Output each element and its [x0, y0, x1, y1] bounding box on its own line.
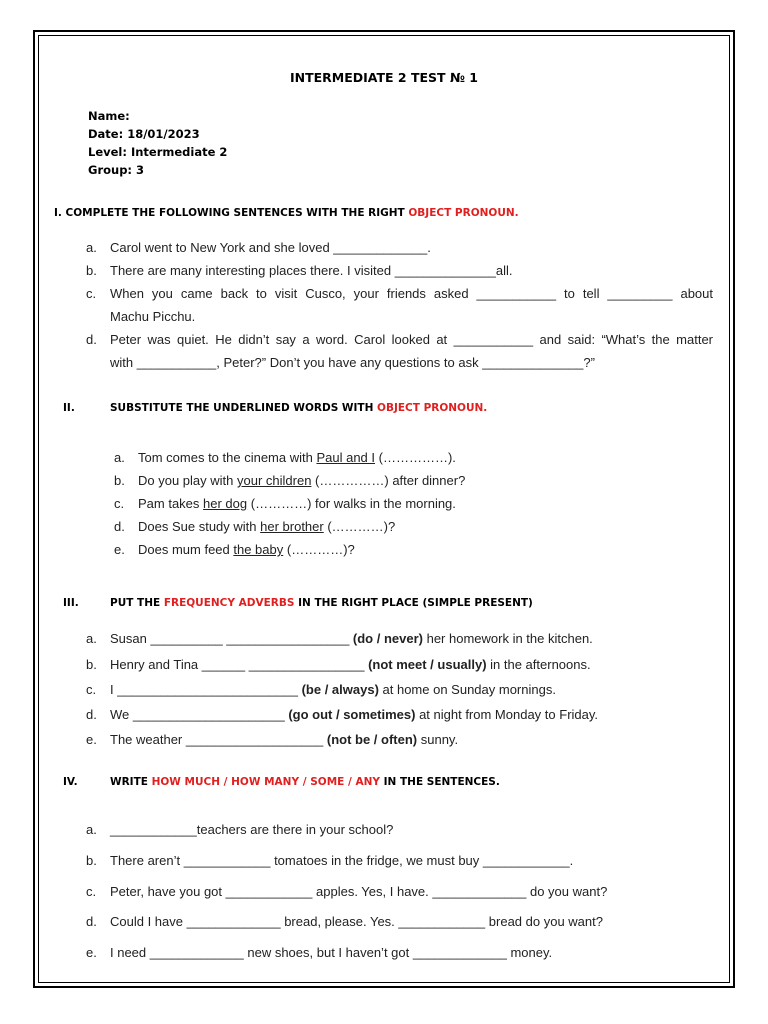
- s3-c-hint: (be / always): [301, 682, 379, 697]
- item-marker: c.: [86, 682, 97, 697]
- s3-d-pre: We _____________________: [110, 707, 289, 722]
- item-marker: a.: [86, 822, 97, 837]
- s2-b-text: Do you play with: [138, 473, 237, 488]
- section-4-heading-post: IN THE SENTENCES.: [379, 776, 500, 788]
- s3-item-a: [110, 631, 593, 646]
- s3-c-pre: I _________________________: [110, 682, 302, 697]
- item-marker: d.: [114, 519, 125, 534]
- s2-a-underlined: Paul and I: [316, 450, 376, 465]
- s3-d-post: at night from Monday to Friday.: [415, 707, 599, 722]
- s3-item-e: [110, 732, 458, 747]
- s3-e-post: sunny.: [417, 732, 459, 747]
- s1-item-c-line1: When you came back to visit Cusco, your friends asked ___________ to tell _________ about: [110, 286, 713, 301]
- s1-item-a: Carol went to New York and she loved _____________.: [110, 240, 431, 255]
- s3-item-b: [110, 657, 591, 672]
- section-4-heading: [110, 776, 500, 788]
- s2-d-text: Does Sue study with: [138, 519, 261, 534]
- item-marker: a.: [86, 240, 97, 255]
- s3-a-pre: Susan __________ _________________: [110, 631, 353, 646]
- name-field: Name:: [88, 109, 130, 123]
- item-marker: c.: [86, 884, 97, 899]
- item-marker: b.: [114, 473, 125, 488]
- s2-b-blank: (……………) after dinner?: [311, 473, 466, 488]
- s3-item-c: [110, 682, 556, 697]
- group-field: Group: 3: [88, 163, 145, 177]
- item-marker: e.: [114, 542, 125, 557]
- item-marker: c.: [86, 286, 97, 301]
- section-3-heading: [110, 597, 533, 609]
- s3-a-hint: (do / never): [352, 631, 423, 646]
- s4-item-b: There aren’t ____________ tomatoes in the fridge, we must buy ____________.: [110, 853, 574, 868]
- section-3-heading-pre: PUT THE: [110, 597, 164, 609]
- section-2-heading-text: SUBSTITUTE THE UNDERLINED WORDS WITH: [110, 402, 378, 414]
- item-marker: b.: [86, 853, 97, 868]
- item-marker: d.: [86, 707, 97, 722]
- item-marker: e.: [86, 732, 97, 747]
- s2-item-a: [138, 450, 456, 465]
- item-marker: c.: [114, 496, 125, 511]
- section-3-number: III.: [63, 597, 79, 609]
- s3-b-post: in the afternoons.: [486, 657, 591, 672]
- s2-b-underlined: your children: [237, 473, 312, 488]
- section-4-number: IV.: [63, 776, 78, 788]
- level-field: Level: Intermediate 2: [88, 145, 228, 159]
- s3-item-d: [110, 707, 598, 722]
- s1-item-d-line1: Peter was quiet. He didn’t say a word. Carol looked at ___________ and said: “What’s the matter: [110, 332, 713, 347]
- section-2-heading: [110, 402, 487, 414]
- s1-item-c-line2: Machu Picchu.: [110, 309, 196, 324]
- section-4-heading-highlight: HOW MUCH / HOW MANY / SOME / ANY: [151, 776, 380, 788]
- item-marker: e.: [86, 945, 97, 960]
- s3-b-hint: (not meet / usually): [368, 657, 487, 672]
- section-3-heading-highlight: FREQUENCY ADVERBS: [163, 597, 295, 609]
- s3-a-post: her homework in the kitchen.: [422, 631, 593, 646]
- s3-d-hint: (go out / sometimes): [288, 707, 416, 722]
- s3-c-post: at home on Sunday mornings.: [378, 682, 556, 697]
- s3-e-pre: The weather ___________________: [110, 732, 327, 747]
- s2-item-e: [138, 542, 355, 557]
- section-2-number: II.: [63, 402, 75, 414]
- item-marker: d.: [86, 332, 97, 347]
- s2-c-blank: (…………) for walks in the morning.: [247, 496, 456, 511]
- s4-item-e: I need _____________ new shoes, but I haven’t got _____________ money.: [110, 945, 553, 960]
- s2-e-blank: (…………)?: [283, 542, 355, 557]
- s2-d-underlined: her brother: [260, 519, 324, 534]
- date-field: Date: 18/01/2023: [88, 127, 200, 141]
- test-title: INTERMEDIATE 2 TEST № 1: [289, 70, 478, 85]
- s1-item-d-line2: with ___________, Peter?” Don’t you have any questions to ask ______________?”: [110, 355, 595, 370]
- s2-e-underlined: the baby: [233, 542, 284, 557]
- s1-item-b: There are many interesting places there. I visited ______________all.: [110, 263, 513, 278]
- s2-item-b: [138, 473, 465, 488]
- s4-item-d: Could I have _____________ bread, please. Yes. ____________ bread do you want?: [110, 914, 603, 929]
- s2-d-blank: (…………)?: [323, 519, 396, 534]
- s4-item-a: ____________teachers are there in your school?: [110, 822, 394, 837]
- item-marker: a.: [114, 450, 125, 465]
- s3-b-pre: Henry and Tina ______ ________________: [110, 657, 369, 672]
- s4-item-c: Peter, have you got ____________ apples. Yes, I have. _____________ do you want?: [110, 884, 608, 899]
- s2-item-d: [138, 519, 395, 534]
- item-marker: b.: [86, 657, 97, 672]
- section-2-heading-highlight: OBJECT PRONOUN.: [377, 402, 488, 414]
- s2-e-text: Does mum feed: [138, 542, 234, 557]
- item-marker: a.: [86, 631, 97, 646]
- section-1-heading: [54, 207, 519, 219]
- section-3-heading-post: IN THE RIGHT PLACE (SIMPLE PRESENT): [294, 597, 533, 609]
- s2-a-text: Tom comes to the cinema with: [138, 450, 317, 465]
- section-4-heading-pre: WRITE: [110, 776, 152, 788]
- item-marker: b.: [86, 263, 97, 278]
- s2-c-underlined: her dog: [203, 496, 248, 511]
- s3-e-hint: (not be / often): [326, 732, 418, 747]
- item-marker: d.: [86, 914, 97, 929]
- s2-c-text: Pam takes: [138, 496, 204, 511]
- s2-a-blank: (……………).: [375, 450, 456, 465]
- section-1-heading-text: I. COMPLETE THE FOLLOWING SENTENCES WITH THE RIGHT: [54, 207, 409, 219]
- s2-item-c: [138, 496, 456, 511]
- section-1-heading-highlight: OBJECT PRONOUN.: [408, 207, 519, 219]
